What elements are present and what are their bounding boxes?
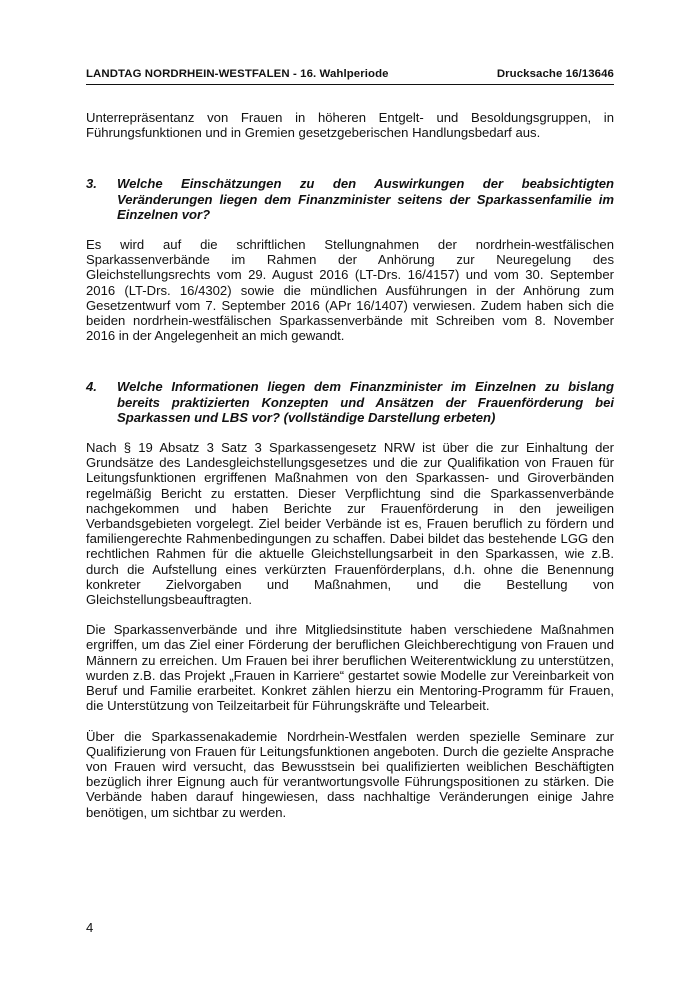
answer-4-paragraph-3: Über die Sparkassenakademie Nordrhein-Westfalen werden spezielle Seminare zur Qualifizierung von Frauen für Leitungsfunktionen angeboten. Durch die gezielte Ansprache von Frauen wird versucht, das Bewusstsein bei qualifizierten weiblichen Beschäftigten bezüglich ihrer Eignung auch für verantwortungsvolle Führungspositionen zu stärken. Die Verbände haben darauf hingewiesen, dass nachhaltige Veränderungen einige Jahre benötigen, um sichtbar zu werden. [86, 728, 614, 820]
answer-3-paragraph-1: Es wird auf die schriftlichen Stellungnahmen der nordrhein-westfälischen Sparkassenverbände im Rahmen der Anhörung zur Neuregelung des Gleichstellungsrechts vom 29. August 2016 (LT-Drs. 16/4157) und vom 30. September 2016 (LT-Drs. 16/4302) sowie die mündlichen Ausführungen in der Anhörung zum Gesetzentwurf vom 7. September 2016 (APr 16/1407) verwiesen. Zudem haben sich die beiden nordrhein-westfälischen Sparkassenverbände mit Schreiben vom 8. November 2016 in der Angelegenheit an mich gewandt. [86, 237, 614, 344]
question-4 [86, 379, 614, 425]
answer-4-paragraph-1: Nach § 19 Absatz 3 Satz 3 Sparkassengesetz NRW ist über die zur Einhaltung der Grundsätze des Landesgleichstellungsgesetzes und die zur Qualifikation von Frauen für Leitungsfunktionen ergriffenen Maßnahmen von den Sparkassen- und Giroverbänden regelmäßig Bericht zu erstatten. Dieser Verpflichtung sind die Sparkassenverbände nachgekommen und haben Berichte zur Frauenförderung in den jeweiligen Verbandsgebieten vorgelegt. Ziel beider Verbände ist es, Frauen beruflich zu fördern und familiengerechte Rahmenbedingungen zu schaffen. Dabei bildet das bestehende LGG den rechtlichen Rahmen für die aktuelle Gleichstellungsarbeit in den Sparkassen, wie z.B. durch die Aufstellung eines verkürzten Frauenförderplans, d.h. ohne die Benennung konkreter Zielvorgaben und Maßnahmen, und die Bestellung von Gleichstellungsbeauftragten. [86, 440, 614, 608]
page-header [86, 68, 614, 80]
header-rule [86, 84, 614, 85]
page-number: 4 [86, 920, 94, 935]
question-3 [86, 176, 614, 222]
intro-paragraph: Unterrepräsentanz von Frauen in höheren Entgelt- und Besoldungsgruppen, in Führungsfunktionen und in Gremien gesetzgeberischen Handlungsbedarf aus. [86, 110, 614, 141]
answer-4-paragraph-2: Die Sparkassenverbände und ihre Mitgliedsinstitute haben verschiedene Maßnahmen ergriffen, um das Ziel einer Förderung der beruflichen Gleichberechtigung von Frauen und Männern zu erreichen. Um Frauen bei ihrer beruflichen Weiterentwicklung zu unterstützen, wurden z.B. das Projekt „Frauen in Karriere“ gestartet sowie Modelle zur Vereinbarkeit von Beruf und Familie erarbeitet. Konkret zählen hierzu ein Mentoring-Programm für Frauen, die Unterstützung von Teilzeitarbeit für Führungskräfte und Telearbeit. [86, 622, 614, 714]
header-document-number: Drucksache 16/13646 [496, 68, 614, 80]
question-3-text: Welche Einschätzungen zu den Auswirkungen der beabsichtigten Veränderungen liegen dem Finanzminister seitens der Sparkassenfamilie im Einzelnen vor? [117, 176, 614, 222]
question-4-text: Welche Informationen liegen dem Finanzminister im Einzelnen zu bislang bereits praktizierten Konzepten und Ansätzen der Frauenförderung bei Sparkassen und LBS vor? (vollständige Darstellung erbeten) [117, 379, 614, 425]
header-title: LANDTAG NORDRHEIN-WESTFALEN - 16. Wahlperiode [86, 68, 389, 80]
question-4-number: 4. [86, 379, 97, 395]
document-body [86, 110, 614, 820]
question-3-number: 3. [86, 176, 97, 192]
